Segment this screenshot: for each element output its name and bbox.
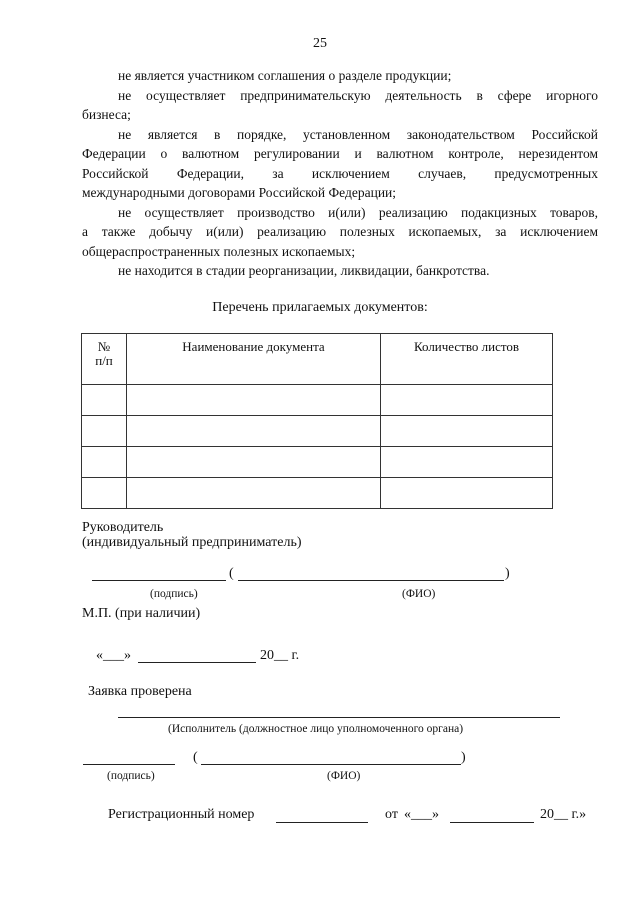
head-fio-open-paren: ( [229,566,234,581]
cell-document-name[interactable] [127,385,381,416]
cell-number[interactable] [82,416,127,447]
cell-number[interactable] [82,478,127,509]
condition-production-sharing [82,66,598,85]
date-year: 20__ г. [260,648,300,663]
head-fio-close-paren: ) [505,566,510,581]
registration-number-line[interactable] [276,822,368,823]
text-line: не является участником соглашения о разделе продукции; [118,68,452,83]
condition-excise-goods [82,203,598,261]
header-number-abbrev: п/п [95,353,113,368]
registration-day: «___» [404,807,439,822]
header-sheet-count: Количество листов [381,334,553,385]
text-line: а также добычу и(или) реализацию полезных ископаемых, за исключением [82,224,598,240]
text-line: не находится в стадии реорганизации, ликвидации, банкротства. [118,263,490,278]
cell-number[interactable] [82,447,127,478]
head-fio-line[interactable] [238,580,504,581]
cell-sheet-count[interactable] [381,416,553,447]
table-row [82,478,553,509]
table-row [82,385,553,416]
text-line: не осуществляет предпринимательскую деятельность в сфере игорного [118,88,598,103]
condition-reorganization [82,261,598,280]
documents-table [81,333,553,509]
text-line: общераспространенных полезных ископаемых; [82,243,356,259]
table-row [82,447,553,478]
head-title: Руководитель [82,520,164,535]
verifier-fio-line[interactable] [201,764,461,765]
verifier-fio-open-paren: ( [193,750,198,765]
executor-caption: (Исполнитель (должностное лицо уполномоченного органа) [168,723,464,735]
verifier-signature-line[interactable] [83,764,175,765]
cell-document-name[interactable] [127,447,381,478]
verification-title: Заявка проверена [88,684,192,699]
text-line: бизнеса; [82,107,131,123]
documents-list-heading: Перечень прилагаемых документов: [212,300,428,315]
head-signature-line[interactable] [92,580,226,581]
cell-number[interactable] [82,385,127,416]
cell-document-name[interactable] [127,416,381,447]
registration-from: от [385,807,398,822]
date-month-line[interactable] [138,662,256,663]
cell-sheet-count[interactable] [381,478,553,509]
registration-label: Регистрационный номер [108,807,255,822]
header-document-name: Наименование документа [127,334,381,385]
registration-month-line[interactable] [450,822,534,823]
registration-year: 20__ г.» [540,807,587,822]
head-subtitle: (индивидуальный предприниматель) [82,535,302,550]
text-line: Федерации о валютном регулировании и валютном контроле, нерезидентом [82,146,598,162]
header-number [82,334,127,385]
cell-sheet-count[interactable] [381,447,553,478]
date-day: «___» [96,648,131,663]
table-header-row [82,334,553,385]
cell-sheet-count[interactable] [381,385,553,416]
text-line: не является в порядке, установленном законодательством Российской [118,127,598,142]
cell-document-name[interactable] [127,478,381,509]
verifier-fio-close-paren: ) [461,750,466,765]
condition-gambling [82,86,598,125]
text-line: не осуществляет производство и(или) реализацию подакцизных товаров, [118,205,598,220]
text-line: Российской Федерации, за исключением случаев, предусмотренных [82,165,598,181]
head-signature-caption: (подпись) [150,588,198,600]
verifier-signature-caption: (подпись) [107,770,155,782]
executor-line[interactable] [118,717,560,718]
text-line: международными договорами Российской Федерации; [82,185,397,201]
condition-non-resident [82,125,598,203]
header-number-symbol: № [97,339,111,354]
table-row [82,416,553,447]
page-number: 25 [313,36,327,51]
verifier-fio-caption: (ФИО) [327,770,361,782]
seal-label: М.П. (при наличии) [82,606,201,621]
head-fio-caption: (ФИО) [402,588,436,600]
